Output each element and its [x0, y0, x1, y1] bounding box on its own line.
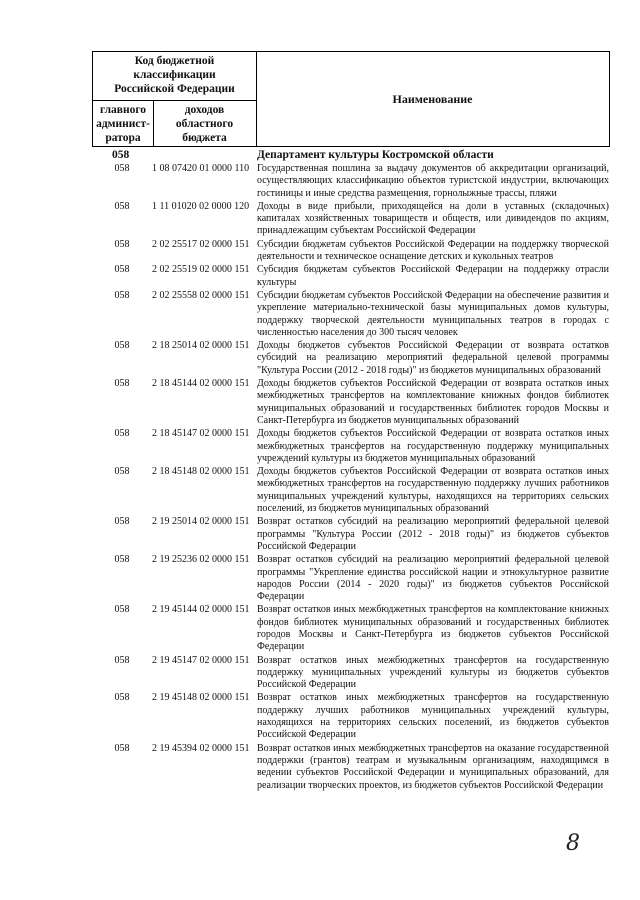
income-heading-line: доходов [184, 104, 225, 116]
department-code-spacer [152, 147, 255, 148]
income-heading [153, 103, 256, 145]
budget-code-heading-line: классификации [133, 69, 216, 81]
table-row [92, 553, 610, 603]
income-name-cell: Возврат остатков субсидий на реализацию мероприятий федеральной целевой программы "Укрепление единства российской нации и этнокультурное развитие народов России (2014 - 2020 годы)" из бюджетов субъектов Российской Федерации [257, 554, 609, 603]
income-code-cell: 1 08 07420 01 0000 110 [152, 163, 250, 174]
table-body [92, 147, 610, 792]
income-code-cell: 2 19 45147 02 0000 151 [152, 654, 250, 666]
income-heading-line: бюджета [182, 132, 227, 144]
admin-code-cell: 058 [114, 516, 130, 528]
income-name-cell: Субсидии бюджетам субъектов Российской Федерации на поддержку творческой деятельности и техническое оснащение детских и кукольных театров [257, 238, 609, 263]
table-row [92, 603, 610, 653]
name-heading: Наименование [392, 91, 473, 106]
income-name-cell: Субсидии бюджетам субъектов Российской Федерации на обеспечение развития и укрепление материально-технической базы муниципальных домов культуры, поддержку творческой деятельности муниципальных театров в городах с численностью населения до 300 тысяч человек [257, 289, 609, 338]
table-row [92, 691, 610, 741]
budget-code-heading [93, 54, 256, 96]
table-row [92, 263, 610, 289]
table-row [92, 465, 610, 515]
income-code-cell: 2 19 25236 02 0000 151 [152, 554, 250, 566]
income-name-cell: Доходы в виде прибыли, приходящейся на доли в уставных (складочных) капиталах хозяйственных товариществ и обществ, или дивидендов по акциям, принадлежащим субъектам Российской Федерации [257, 200, 609, 237]
income-name-cell: Доходы бюджетов субъектов Российской Федерации от возврата остатков субсидий на реализацию мероприятий федеральной целевой программы "Культура России (2012 - 2018 годы)" из бюджетов муниципальных образований [257, 340, 609, 376]
income-heading-line: областного [175, 118, 234, 130]
income-code-cell: 2 19 45144 02 0000 151 [152, 604, 250, 616]
table-row [92, 427, 610, 465]
admin-code-cell: 058 [114, 428, 130, 440]
table-row [92, 515, 610, 553]
admin-code-cell: 058 [114, 554, 130, 566]
income-code-cell: 2 19 45148 02 0000 151 [152, 692, 250, 704]
budget-code-heading-line: Код бюджетной [134, 55, 215, 67]
admin-code-cell: 058 [114, 378, 130, 390]
income-code-cell: 2 02 25517 02 0000 151 [152, 238, 250, 250]
table-row [92, 238, 610, 264]
income-name-cell: Доходы бюджетов субъектов Российской Федерации от возврата остатков иных межбюджетных трансфертов на государственную поддержку лучших работников муниципальных учреждений культуры, находящихся на территориях сельских поселений, из бюджетов муниципальных образований [257, 466, 609, 515]
income-name-cell: Возврат остатков субсидий на реализацию мероприятий федеральной целевой программы "Культура России (2012 - 2018 годы)" из бюджетов субъектов Российской Федерации [257, 516, 609, 552]
table-row [92, 654, 610, 692]
main-admin-heading-line: админист- [96, 118, 150, 130]
income-code-cell: 2 02 25558 02 0000 151 [152, 289, 250, 301]
table-row [92, 162, 610, 200]
income-code-cell: 2 02 25519 02 0000 151 [152, 264, 250, 276]
income-code-cell: 2 18 25014 02 0000 151 [152, 340, 250, 352]
admin-code-cell: 058 [114, 200, 130, 212]
income-name-cell: Доходы бюджетов субъектов Российской Федерации от возврата остатков иных межбюджетных трансфертов на государственную поддержку муниципальных учреждений культуры из бюджетов муниципальных образований [257, 428, 609, 464]
income-name-cell: Возврат остатков иных межбюджетных трансфертов на оказание государственной поддержки (грантов) театрам и музыкальным организациям, находящимся в ведении субъектов Российской Федерации и муниципальных образований, для реализации творческих проектов, из бюджетов субъектов Российской Федерации [257, 742, 609, 791]
income-code-cell: 2 19 25014 02 0000 151 [152, 516, 250, 528]
page-number: 8 [566, 831, 580, 856]
department-name: Департамент культуры Костромской области [257, 149, 494, 161]
income-name-cell: Субсидия бюджетам субъектов Российской Федерации на поддержку отрасли культуры [257, 264, 609, 288]
income-code-cell: 2 18 45147 02 0000 151 [152, 428, 250, 440]
admin-code-cell: 058 [114, 238, 130, 250]
main-admin-heading [93, 103, 153, 145]
income-name-cell: Возврат остатков иных межбюджетных трансфертов на государственную поддержку лучших работников муниципальных учреждений культуры, находящихся на территориях сельских поселений, из бюджетов субъектов Российской Федерации [257, 692, 609, 741]
admin-code-cell: 058 [114, 163, 130, 174]
admin-code-cell: 058 [114, 604, 130, 616]
table-row [92, 289, 610, 339]
budget-code-heading-line: Российской Федерации [114, 83, 235, 95]
income-name-cell: Возврат остатков иных межбюджетных трансфертов на комплектование книжных фондов библиотек муниципальных образований и государственных библиотек городов Москвы и Санкт-Петербурга из бюджетов субъектов Российской Федерации [257, 604, 609, 653]
table-row [92, 200, 610, 238]
admin-code-cell: 058 [114, 340, 130, 352]
department-code: 058 [112, 149, 130, 161]
admin-code-cell: 058 [114, 466, 130, 478]
income-code-cell: 2 18 45144 02 0000 151 [152, 378, 250, 390]
income-name-cell: Возврат остатков иных межбюджетных трансфертов на государственную поддержку муниципальных учреждений культуры из бюджетов субъектов Российской Федерации [257, 654, 609, 691]
table-row [92, 377, 610, 427]
main-admin-heading-line: главного [99, 104, 147, 116]
income-code-cell: 2 19 45394 02 0000 151 [152, 742, 250, 754]
income-code-cell: 2 18 45148 02 0000 151 [152, 466, 250, 478]
table-header [92, 51, 610, 147]
admin-code-cell: 058 [114, 742, 130, 754]
department-row [92, 147, 610, 162]
admin-code-cell: 058 [114, 264, 130, 276]
income-name-cell: Государственная пошлина за выдачу документов об аккредитации организаций, осуществляющих классификацию объектов туристской индустрии, включающих гостиницы и иные средства размещения, горнолыжные трассы, пляжи [257, 163, 609, 199]
table-row [92, 339, 610, 377]
header-divider-horizontal [93, 100, 256, 101]
admin-code-cell: 058 [114, 654, 130, 666]
main-admin-heading-line: ратора [105, 132, 141, 144]
admin-code-cell: 058 [114, 692, 130, 704]
table-row [92, 742, 610, 792]
income-code-cell: 1 11 01020 02 0000 120 [152, 200, 250, 212]
income-name-cell: Доходы бюджетов субъектов Российской Федерации от возврата остатков иных межбюджетных трансфертов на комплектование книжных фондов библиотек муниципальных образований и государственных библиотек городов Москвы и Санкт-Петербурга из бюджетов муниципальных образований [257, 378, 609, 426]
admin-code-cell: 058 [114, 289, 130, 301]
